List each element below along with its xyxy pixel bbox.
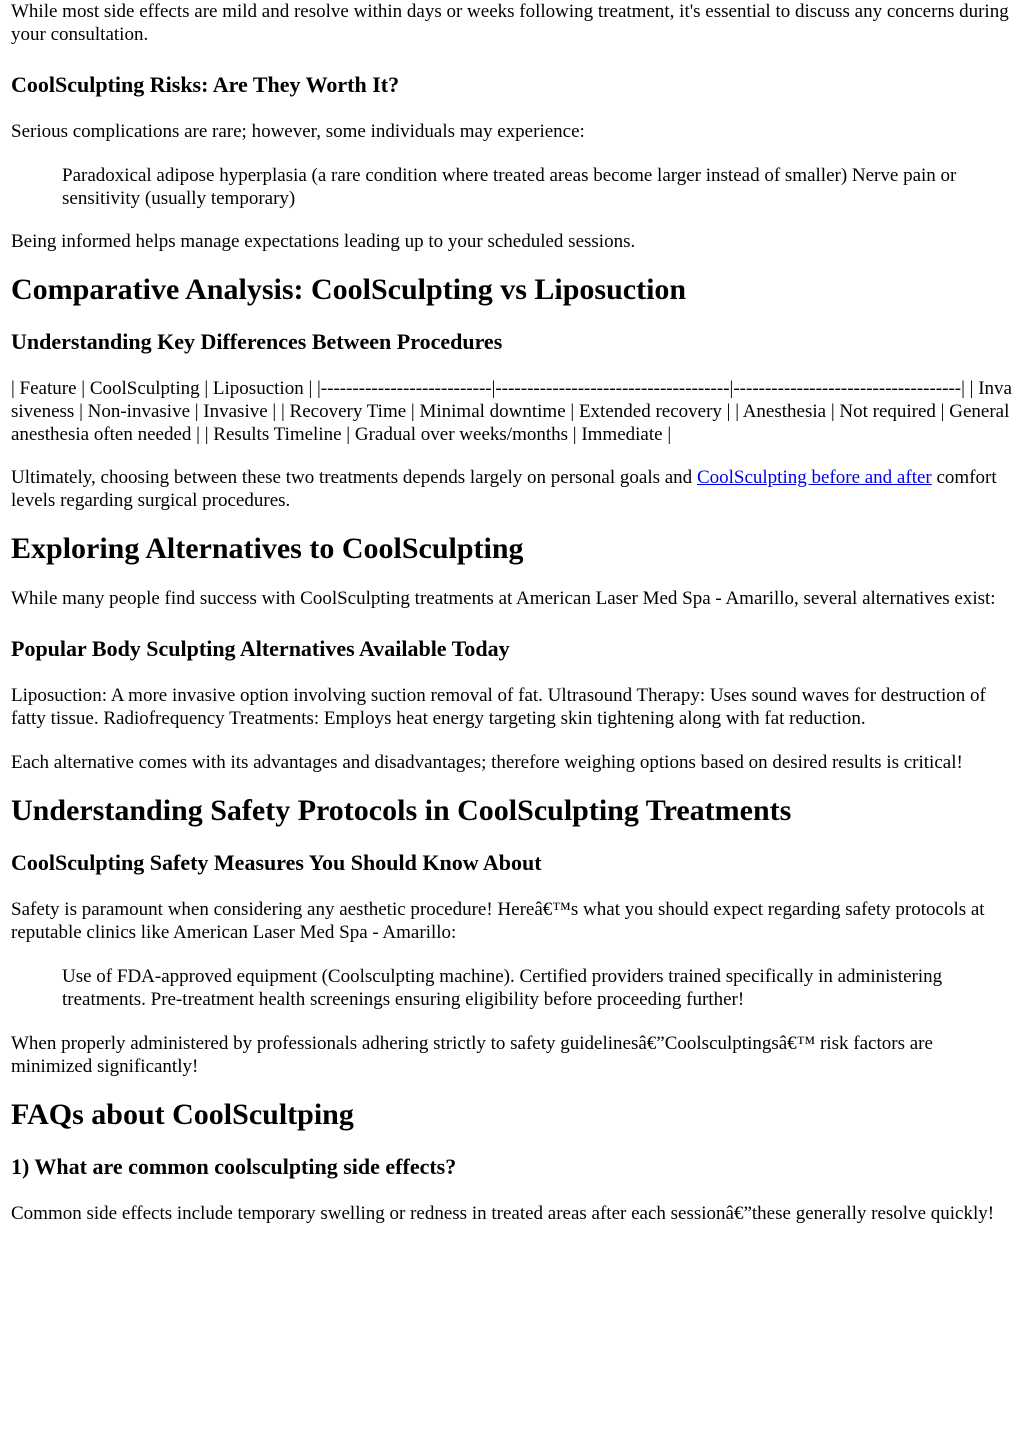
coolsculpting-before-after-link[interactable]: CoolSculpting before and after: [696, 467, 932, 488]
faq-question-1: 1) What are common coolsculpting side effects?: [11, 1154, 457, 1179]
alternatives-heading: Exploring Alternatives to CoolSculpting: [11, 532, 524, 565]
risks-closing: Being informed helps manage expectations leading up to your scheduled sessions.: [11, 231, 636, 252]
risks-heading: CoolSculpting Risks: Are They Worth It?: [11, 72, 400, 97]
comparative-heading: Comparative Analysis: CoolSculpting vs Liposuction: [11, 273, 687, 306]
faqs-heading: FAQs about CoolScultping: [11, 1098, 354, 1131]
comparative-closing-after: comfort levels regarding surgical procedures.: [11, 467, 997, 511]
faq-answer-1: Common side effects include temporary swelling or redness in treated areas after each sessionâ€”these generally resolve quickly!: [11, 1203, 995, 1224]
alternatives-subheading: Popular Body Sculpting Alternatives Available Today: [11, 636, 510, 661]
risks-list: Paradoxical adipose hyperplasia (a rare condition where treated areas become larger instead of smaller) Nerve pain or sensitivity (usually temporary): [62, 165, 957, 209]
comparative-closing-before: Ultimately, choosing between these two treatments depends largely on personal goals and: [11, 467, 697, 488]
safety-heading: Understanding Safety Protocols in CoolSculpting Treatments: [11, 794, 792, 827]
safety-closing: When properly administered by professionals adhering strictly to safety guidelinesâ€”Coolsculptingsâ€™ risk factors are minimized significantly!: [11, 1033, 933, 1077]
intro-paragraph: While most side effects are mild and resolve within days or weeks following treatment, it's essential to discuss any concerns during your consultation.: [11, 1, 1009, 45]
safety-subheading: CoolSculpting Safety Measures You Should Know About: [11, 850, 542, 875]
safety-intro: Safety is paramount when considering any aesthetic procedure! Hereâ€™s what you should expect regarding safety protocols at reputable clinics like American Laser Med Spa - Amarillo:: [11, 899, 985, 943]
safety-list: Use of FDA-approved equipment (Coolsculpting machine). Certified providers trained specifically in administering treatments. Pre-treatment health screenings ensuring eligibility before proceeding further!: [62, 966, 943, 1010]
comparative-subheading: Understanding Key Differences Between Procedures: [11, 329, 503, 354]
alternatives-intro: While many people find success with CoolSculpting treatments at American Laser Med Spa - Amarillo, several alternatives exist:: [11, 588, 996, 609]
alternatives-closing: Each alternative comes with its advantages and disadvantages; therefore weighing options based on desired results is critical!: [11, 752, 963, 773]
comparison-table-text: | Feature | CoolSculpting | Liposuction | |---------------------------|-------------------------------------|------------------------------------| | Invasiveness | Non-invasive | Invasive | | Recovery Time | Minimal downtime | Extended recovery | | Anesthesia | Not required | General anesthesia often needed | | Results Timeline | Gradual over weeks/months | Immediate |: [11, 378, 1012, 445]
risks-intro: Serious complications are rare; however, some individuals may experience:: [11, 121, 585, 142]
alternatives-list: Liposuction: A more invasive option involving suction removal of fat. Ultrasound Therapy: Uses sound waves for destruction of fatty tissue. Radiofrequency Treatments: Employs heat energy targeting skin tightening along with fat reduction.: [11, 685, 986, 729]
comparative-closing: [11, 466, 1014, 512]
